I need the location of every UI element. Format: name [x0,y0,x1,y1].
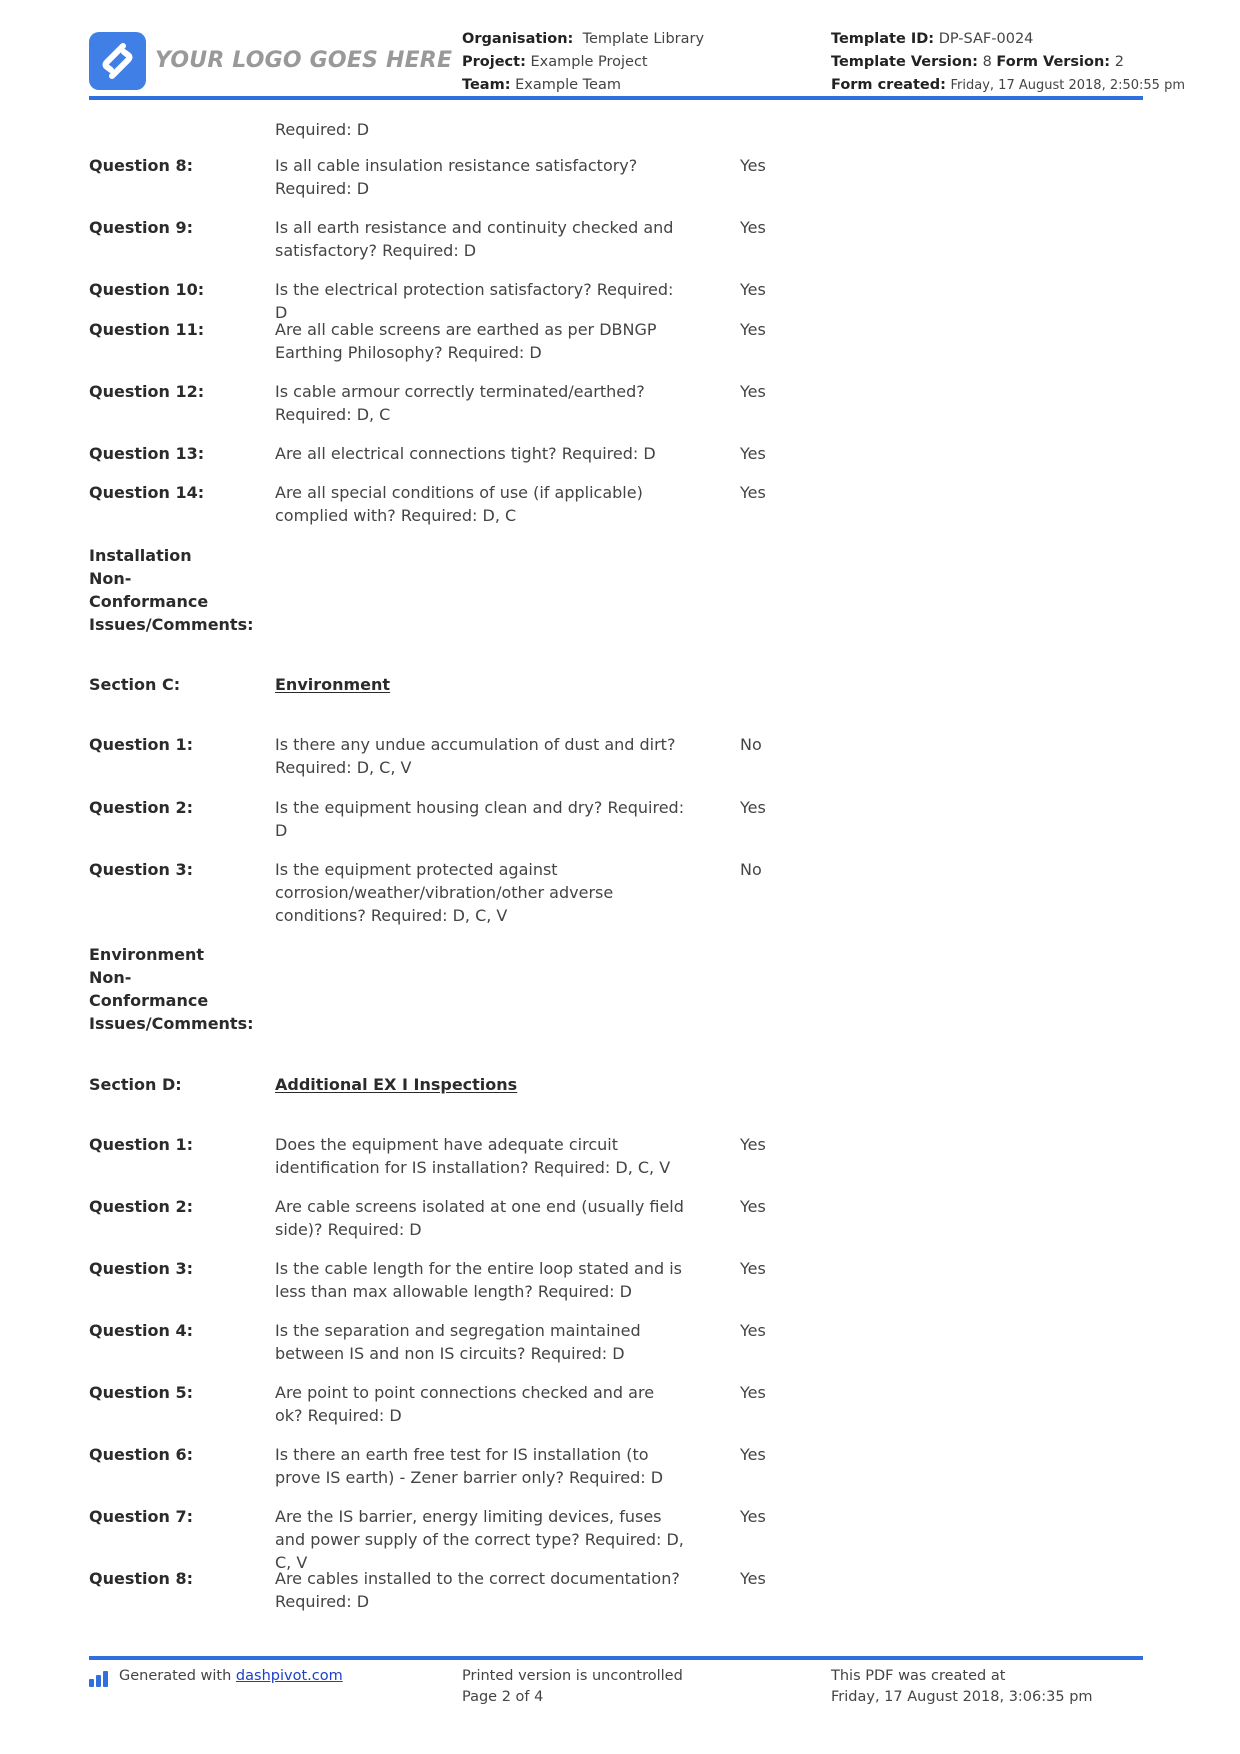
template-version-label: Template Version: [831,54,978,70]
question-text: Is there any undue accumulation of dust and dirt? Required: D, C, V [275,735,676,777]
question-answer: Yes [740,483,766,502]
question-text: Does the equipment have adequate circuit identification for IS installation? Required: D, C, V [275,1135,671,1177]
question-label: Question 8: [89,1569,193,1588]
logo-text: YOUR LOGO GOES HERE [155,48,453,73]
question-text: Are cable screens isolated at one end (usually field side)? Required: D [275,1197,684,1239]
question-row [89,1319,1143,1381]
question-answer: Yes [740,1321,766,1340]
question-label: Question 10: [89,280,205,299]
pdf-created-label: This PDF was created at [831,1668,1006,1684]
question-row [89,1257,1143,1319]
generated-prefix: Generated with [119,1668,232,1684]
section-header [89,673,1143,733]
footer-print-info [462,1666,683,1708]
logo-icon [89,32,146,90]
section-label: Section D: [89,1075,182,1094]
question-answer: Yes [740,1569,766,1588]
question-answer: Yes [740,1259,766,1278]
pdf-created-value: Friday, 17 August 2018, 3:06:35 pm [831,1689,1093,1705]
question-text: Is the equipment housing clean and dry? Required: D [275,798,685,840]
carryover-text: Required: D [275,120,370,139]
question-answer: No [740,860,762,879]
question-label: Question 2: [89,798,193,817]
installation-comments-row [89,544,1143,673]
question-label: Question 3: [89,860,193,879]
question-label: Question 7: [89,1507,193,1526]
question-text: Is all earth resistance and continuity checked and satisfactory? Required: D [275,218,674,260]
question-answer: No [740,735,762,754]
question-row [89,1567,1143,1629]
question-answer: Yes [740,1445,766,1464]
environment-comments-row [89,943,1143,1073]
footer-pdf-info [831,1666,1093,1708]
question-label: Question 13: [89,444,205,463]
form-created-label: Form created: [831,77,946,93]
section-title: Environment [275,675,391,694]
question-text: Are cables installed to the correct documentation? Required: D [275,1569,680,1611]
question-answer: Yes [740,1383,766,1402]
question-answer: Yes [740,218,766,237]
question-text: Is cable armour correctly terminated/earthed? Required: D, C [275,382,645,424]
question-label: Question 1: [89,1135,193,1154]
question-row [89,1505,1143,1572]
question-label: Question 9: [89,218,193,237]
question-text: Is the equipment protected against corrosion/weather/vibration/other adverse conditions? Required: D, C, V [275,860,614,925]
question-label: Question 11: [89,320,205,339]
question-answer: Yes [740,382,766,401]
question-answer: Yes [740,320,766,339]
question-row [89,858,1143,943]
question-row [89,1133,1143,1195]
question-text: Are point to point connections checked and are ok? Required: D [275,1383,655,1425]
question-row [89,380,1143,442]
question-row [89,796,1143,858]
question-label: Question 4: [89,1321,193,1340]
question-text: Is the separation and segregation maintained between IS and non IS circuits? Required: D [275,1321,641,1363]
question-label: Question 3: [89,1259,193,1278]
form-version-value: 2 [1114,54,1124,70]
question-text: Are all special conditions of use (if applicable) complied with? Required: D, C [275,483,643,525]
question-label: Question 6: [89,1445,193,1464]
question-row [89,733,1143,796]
organisation-value: Template Library [582,31,705,47]
question-answer: Yes [740,444,766,463]
question-row [89,442,1143,481]
page-footer [89,1666,1143,1716]
question-answer: Yes [740,798,766,817]
section-title: Additional EX I Inspections [275,1075,518,1094]
question-answer: Yes [740,280,766,299]
question-label: Question 8: [89,156,193,175]
carryover-row [89,118,1143,154]
team-value: Example Team [515,77,621,93]
question-answer: Yes [740,1135,766,1154]
question-answer: Yes [740,1197,766,1216]
printed-note: Printed version is uncontrolled [462,1668,683,1684]
team-label: Team: [462,77,511,93]
form-created-value: Friday, 17 August 2018, 2:50:55 pm [950,78,1185,93]
environment-comments-label: Environment Non-Conformance Issues/Comments: [89,945,254,1033]
question-text: Are all electrical connections tight? Required: D [275,444,656,463]
dashpivot-link[interactable]: dashpivot.com [235,1668,343,1684]
logo [89,32,453,90]
question-text: Is the electrical protection satisfactory? Required: D [275,280,674,322]
template-version-value: 8 [982,54,992,70]
form-version-label: Form Version: [996,54,1111,70]
question-label: Question 12: [89,382,205,401]
form-content [89,118,1143,1629]
header-divider [89,96,1143,100]
question-row [89,278,1143,322]
organisation-label: Organisation: [462,31,574,47]
header-org-block [462,28,704,97]
installation-comments-label: Installation Non-Conformance Issues/Comments: [89,546,254,634]
page-header [89,26,1185,98]
question-row [89,481,1143,544]
question-label: Question 1: [89,735,193,754]
question-label: Question 14: [89,483,205,502]
question-row [89,1381,1143,1443]
question-answer: Yes [740,156,766,175]
project-value: Example Project [530,54,648,70]
question-label: Question 5: [89,1383,193,1402]
question-text: Are all cable screens are earthed as per DBNGP Earthing Philosophy? Required: D [275,320,657,362]
question-text: Is all cable insulation resistance satisfactory? Required: D [275,156,638,198]
project-label: Project: [462,54,526,70]
page-number: Page 2 of 4 [462,1689,544,1705]
template-id-label: Template ID: [831,31,935,47]
template-id-value: DP-SAF-0024 [938,31,1034,47]
question-row [89,154,1143,216]
question-text: Are the IS barrier, energy limiting devices, fuses and power supply of the correct type? Required: D, C, V [275,1507,684,1572]
section-header [89,1073,1143,1133]
question-text: Is the cable length for the entire loop stated and is less than max allowable length? Required: D [275,1259,682,1301]
question-text: Is there an earth free test for IS installation (to prove IS earth) - Zener barrier only? Required: D [275,1445,664,1487]
question-row [89,318,1143,380]
question-label: Question 2: [89,1197,193,1216]
section-label: Section C: [89,675,181,694]
question-answer: Yes [740,1507,766,1526]
question-row [89,216,1143,278]
question-row [89,1195,1143,1257]
question-row [89,1443,1143,1505]
footer-divider [89,1656,1143,1660]
dashpivot-icon [89,1669,113,1687]
header-template-block [831,28,1185,97]
